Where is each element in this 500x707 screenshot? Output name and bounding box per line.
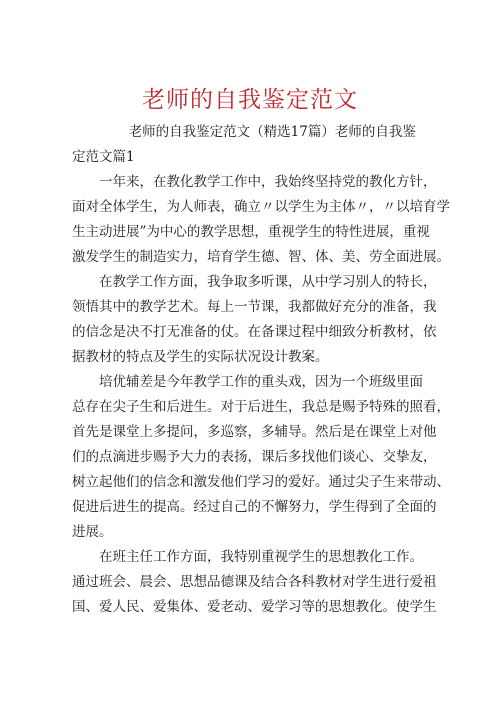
paragraph-line: 的信念是决不打无准备的仗。在备课过程中细致分析教材，依 bbox=[72, 324, 437, 340]
document-body bbox=[72, 120, 450, 620]
subtitle-line: 老师的自我鉴定范文（精选17篇）老师的自我鉴 bbox=[128, 124, 416, 140]
body-paragraph bbox=[72, 270, 437, 370]
paragraph-line: 通过班会、晨会、思想品德课及结合各科教材对学生进行爱祖 bbox=[72, 574, 437, 590]
paragraph-line: 一年来，在教化教学工作中，我始终坚持党的教化方针， bbox=[99, 174, 437, 190]
paragraph-line: 首先是课堂上多提问，多巡察，多辅导。然后是在课堂上对他 bbox=[72, 424, 437, 440]
paragraph-line: 据教材的特点及学生的实际状况设计教案。 bbox=[72, 349, 329, 365]
body-paragraph bbox=[72, 370, 450, 545]
paragraph-line: 在班主任工作方面，我特别重视学生的思想教化工作。 bbox=[99, 549, 423, 565]
body-paragraph bbox=[72, 545, 437, 620]
paragraph-line: 进展。 bbox=[72, 524, 113, 540]
paragraph-line: 激发学生的制造实力，培育学生德、智、体、美、劳全面进展。 bbox=[72, 249, 450, 265]
paragraph-line: 领悟其中的教学艺术。每上一节课，我都做好充分的准备，我 bbox=[72, 299, 437, 315]
paragraph-line: 们的点滴进步赐予大力的表扬，课后多找他们谈心、交挚友， bbox=[72, 449, 437, 465]
subtitle-paragraph bbox=[72, 120, 434, 170]
paragraph-line: 培优辅差是今年教学工作的重头戏，因为一个班级里面 bbox=[99, 374, 423, 390]
paragraph-line: 促进后进生的提高。经过自己的不懈努力，学生得到了全面的 bbox=[72, 499, 437, 515]
paragraph-line: 生主动进展”为中心的教学思想，重视学生的特性进展，重视 bbox=[72, 224, 430, 240]
paragraph-line: 树立起他们的信念和激发他们学习的爱好。通过尖子生来带动、 bbox=[72, 474, 450, 490]
paragraph-line: 面对全体学生，为人师表，确立〃以学生为主体〃，〃以培育学 bbox=[72, 199, 450, 215]
paragraph-line: 在教学工作方面，我争取多听课，从中学习别人的特长， bbox=[99, 274, 437, 290]
document-title: 老师的自我鉴定范文 bbox=[142, 87, 358, 113]
body-paragraph bbox=[72, 170, 450, 270]
paragraph-line: 国、爱人民、爱集体、爱老动、爱学习等的思想教化。使学生 bbox=[72, 599, 437, 615]
paragraph-line: 总存在尖子生和后进生。对于后进生，我总是赐予特殊的照看， bbox=[72, 399, 450, 415]
subtitle-line: 定范文篇1 bbox=[72, 149, 135, 165]
